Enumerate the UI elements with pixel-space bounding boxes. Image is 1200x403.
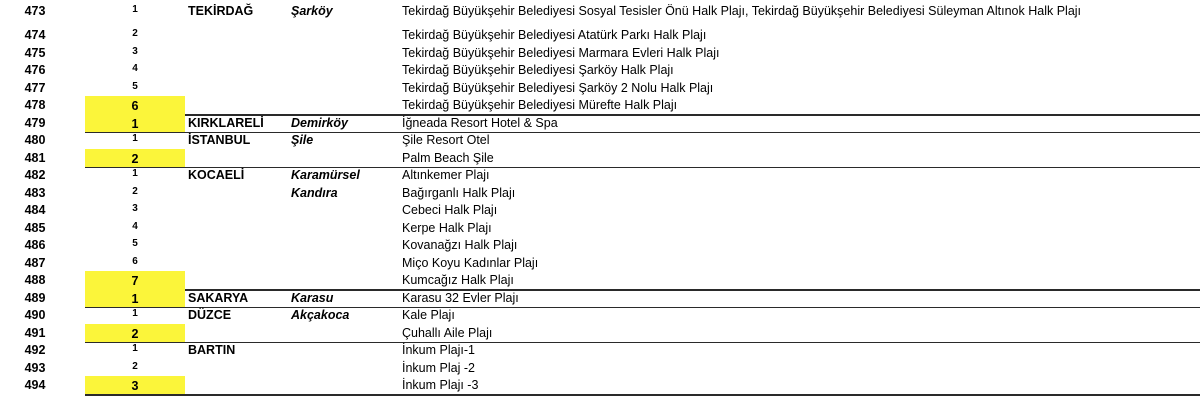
sequence-number: 1 <box>131 291 139 306</box>
sequence-number: 1 <box>132 343 138 354</box>
row-number: 486 <box>24 238 46 252</box>
group-divider <box>85 394 1200 396</box>
group-divider <box>85 342 1200 344</box>
table-row <box>0 29 1200 46</box>
beach-name: Kovanağzı Halk Plajı <box>402 238 518 252</box>
row-number: 480 <box>24 133 46 147</box>
table-row <box>0 169 1200 186</box>
beach-name: Palm Beach Şile <box>402 150 494 165</box>
beach-name: Karasu 32 Evler Plajı <box>402 290 519 305</box>
sequence-number: 2 <box>132 185 138 197</box>
district-name: Şarköy <box>291 4 333 18</box>
beach-name: İnkum Plaj -2 <box>402 360 475 375</box>
sequence-number: 6 <box>131 99 139 113</box>
beach-name: İnkum Plajı -3 <box>402 378 479 392</box>
sequence-number: 2 <box>132 360 138 372</box>
row-number: 478 <box>24 98 46 112</box>
beach-name: Kale Plajı <box>402 308 455 322</box>
sequence-number: 3 <box>132 203 138 214</box>
district-name: Demirköy <box>291 115 348 130</box>
row-number: 494 <box>24 378 46 392</box>
beach-name: Tekirdağ Büyükşehir Belediyesi Atatürk Parkı Halk Plajı <box>402 28 707 42</box>
sequence-number: 1 <box>132 133 138 144</box>
row-number: 481 <box>24 150 46 165</box>
row-number: 489 <box>24 290 46 305</box>
district-name: Karamürsel <box>291 168 360 182</box>
province-name: TEKİRDAĞ <box>188 4 254 18</box>
table-row <box>0 47 1200 64</box>
beach-name: Bağırganlı Halk Plajı <box>402 185 516 200</box>
province-name: İSTANBUL <box>188 133 251 147</box>
sequence-number: 2 <box>132 28 138 39</box>
province-name: KIRKLARELİ <box>188 115 264 130</box>
province-name: SAKARYA <box>188 290 249 305</box>
sequence-number: 3 <box>132 45 138 57</box>
sequence-number: 5 <box>132 238 138 249</box>
table-row <box>0 222 1200 239</box>
sequence-number: 6 <box>132 255 138 267</box>
beach-name: Tekirdağ Büyükşehir Belediyesi Şarköy 2 Nolu Halk Plajı <box>402 80 714 95</box>
table-row <box>0 64 1200 81</box>
beach-name: Miço Koyu Kadınlar Plajı <box>402 255 539 270</box>
row-number: 493 <box>24 360 46 375</box>
sequence-number: 3 <box>131 379 139 393</box>
sequence-number: 1 <box>132 308 138 319</box>
row-number: 474 <box>24 28 46 42</box>
sequence-number: 2 <box>131 326 139 341</box>
row-number: 476 <box>24 63 46 77</box>
sequence-number: 1 <box>132 168 138 179</box>
beach-name: İnkum Plajı-1 <box>402 343 475 357</box>
row-number: 482 <box>24 168 46 182</box>
group-divider <box>85 132 1200 134</box>
sequence-number: 4 <box>132 63 138 74</box>
sequence-number: 7 <box>131 274 139 288</box>
beach-name: Tekirdağ Büyükşehir Belediyesi Marmara Evleri Halk Plajı <box>402 45 720 60</box>
beach-name: Cebeci Halk Plajı <box>402 203 498 217</box>
beach-name: Altınkemer Plajı <box>402 168 490 182</box>
row-number: 475 <box>24 45 46 60</box>
beach-name: İğneada Resort Hotel & Spa <box>402 115 558 130</box>
group-divider <box>85 167 1200 169</box>
row-number: 479 <box>24 115 46 130</box>
table-row <box>0 204 1200 221</box>
beach-name: Şile Resort Otel <box>402 133 490 147</box>
province-name: BARTIN <box>188 343 236 357</box>
beach-name: Çuhallı Aile Plajı <box>402 325 493 340</box>
row-number: 485 <box>24 220 46 235</box>
district-name: Şile <box>291 133 314 147</box>
table-row <box>0 239 1200 256</box>
row-number: 492 <box>24 343 46 357</box>
beach-name: Kerpe Halk Plajı <box>402 220 492 235</box>
province-name: KOCAELİ <box>188 168 245 182</box>
beach-name: Tekirdağ Büyükşehir Belediyesi Şarköy Halk Plajı <box>402 63 674 77</box>
group-divider <box>85 289 1200 291</box>
sequence-number: 5 <box>132 80 138 92</box>
province-name: DÜZCE <box>188 308 232 322</box>
row-number: 477 <box>24 80 46 95</box>
row-number: 491 <box>24 325 46 340</box>
district-name: Karasu <box>291 290 334 305</box>
beach-name: Kumcağız Halk Plajı <box>402 273 514 287</box>
row-number: 487 <box>24 255 46 270</box>
row-number: 483 <box>24 185 46 200</box>
table-row <box>0 187 1200 204</box>
district-name: Kandıra <box>291 185 338 200</box>
row-number: 484 <box>24 203 46 217</box>
district-name: Akçakoca <box>291 308 350 322</box>
group-divider <box>85 307 1200 309</box>
row-number: 490 <box>24 308 46 322</box>
row-number: 473 <box>24 4 46 18</box>
row-number: 488 <box>24 273 46 287</box>
sequence-number: 1 <box>131 116 139 131</box>
beach-name: Tekirdağ Büyükşehir Belediyesi Sosyal Tesisler Önü Halk Plajı, Tekirdağ Büyükşehir Belediyesi Süleyman Altınok Halk Plajı <box>402 4 1082 18</box>
beach-name: Tekirdağ Büyükşehir Belediyesi Mürefte Halk Plajı <box>402 98 678 112</box>
sequence-number: 4 <box>132 220 138 232</box>
sequence-number: 2 <box>131 151 139 166</box>
table-row <box>0 344 1200 361</box>
sequence-number: 1 <box>132 4 138 15</box>
table-row <box>0 5 1200 22</box>
